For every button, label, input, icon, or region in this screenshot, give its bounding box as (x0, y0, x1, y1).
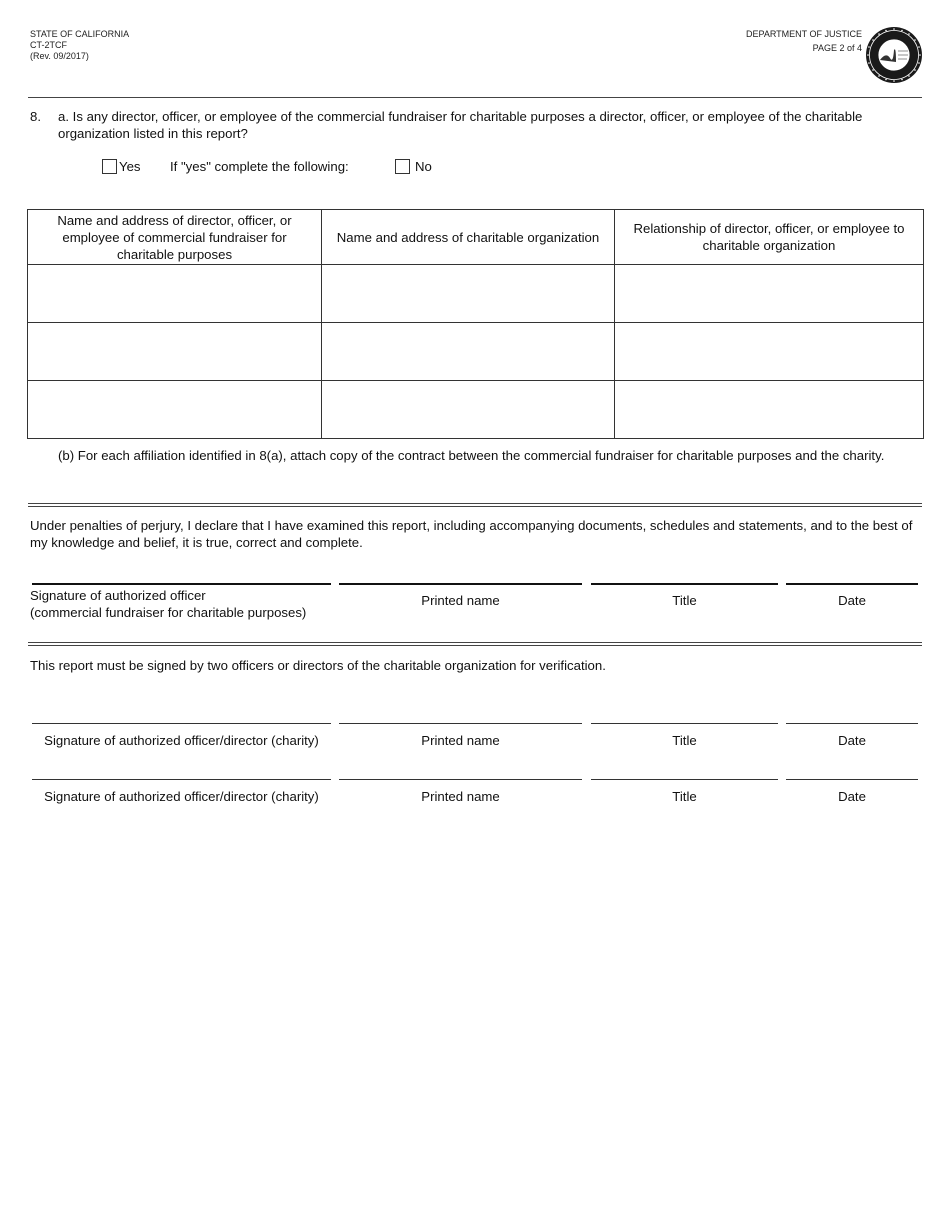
form-revision: (Rev. 09/2017) (30, 51, 89, 61)
form-id: CT-2TCF (30, 40, 67, 50)
charity-title-label-1: Title (672, 733, 697, 748)
charity-title-label-2: Title (672, 789, 697, 804)
charity-date-line-2[interactable] (786, 779, 918, 780)
table-cell[interactable] (322, 381, 615, 439)
table-cell[interactable] (615, 265, 924, 323)
yes-label: Yes (119, 159, 141, 174)
fundraiser-signature-label: Signature of authorized officer (30, 588, 206, 603)
table-cell[interactable] (615, 381, 924, 439)
department-name: DEPARTMENT OF JUSTICE (745, 29, 862, 39)
perjury-declaration: Under penalties of perjury, I declare that I have examined this report, including accompanying documents, schedules and statements, and to the best of my knowledge and belief, it is true, correct and complete. (30, 518, 913, 550)
charity-printed-name-label-2: Printed name (421, 789, 500, 804)
charity-printed-name-label-1: Printed name (421, 733, 500, 748)
table-cell[interactable] (28, 265, 322, 323)
table-cell[interactable] (28, 323, 322, 381)
table-cell[interactable] (322, 265, 615, 323)
table-header-row (28, 210, 924, 265)
part-b-instruction: (b) For each affiliation identified in 8(a), attach copy of the contract between the commercial fundraiser for charitable purposes and the charity. (58, 448, 885, 463)
charity-signature-label-1: Signature of authorized officer/director (charity) (44, 733, 319, 748)
charity-signature-line-2[interactable] (32, 779, 331, 780)
form-header-left (30, 29, 129, 62)
fundraiser-title-label: Title (672, 593, 697, 608)
fundraiser-signature-sublabel: (commercial fundraiser for charitable purposes) (30, 605, 307, 620)
charity-title-line-2[interactable] (591, 779, 778, 780)
column-header-relationship: Relationship of director, officer, or employee to charitable organization (615, 210, 924, 265)
table-cell[interactable] (322, 323, 615, 381)
question-number: 8. (30, 109, 41, 124)
fundraiser-date-label: Date (838, 593, 866, 608)
charity-title-line-1[interactable] (591, 723, 778, 724)
page-number: PAGE 2 of 4 (812, 43, 862, 53)
charity-printed-name-line-2[interactable] (339, 779, 582, 780)
no-checkbox[interactable] (395, 159, 410, 174)
charity-date-label-1: Date (838, 733, 866, 748)
if-yes-instruction: If "yes" complete the following: (170, 159, 349, 174)
table-cell[interactable] (615, 323, 924, 381)
fundraiser-signature-line[interactable] (32, 583, 331, 585)
fundraiser-signature-caption (30, 587, 340, 621)
column-header-fundraiser-person: Name and address of director, officer, or employee of commercial fundraiser for charitable purposes (28, 210, 322, 265)
state-name: STATE OF CALIFORNIA (30, 29, 130, 39)
charity-verification-note: This report must be signed by two officers or directors of the charitable organization for verification. (30, 658, 606, 673)
table-cell[interactable] (28, 381, 322, 439)
table-row (28, 265, 924, 323)
charity-signature-line-1[interactable] (32, 723, 331, 724)
fundraiser-title-line[interactable] (591, 583, 778, 585)
affiliation-table (27, 209, 924, 439)
table-row (28, 323, 924, 381)
charity-date-line-1[interactable] (786, 723, 918, 724)
section-divider-double (28, 642, 922, 646)
fundraiser-printed-name-label: Printed name (421, 593, 500, 608)
table-row (28, 381, 924, 439)
charity-signature-label-2: Signature of authorized officer/director (charity) (44, 789, 319, 804)
charity-date-label-2: Date (838, 789, 866, 804)
section-divider-double (28, 503, 922, 507)
form-header-right (746, 29, 862, 54)
question-8a-text: a. Is any director, officer, or employee of the commercial fundraiser for charitable purposes a director, officer, or employee of the charitable organization listed in this report? (58, 109, 863, 141)
yes-checkbox[interactable] (102, 159, 117, 174)
no-label: No (415, 159, 432, 174)
column-header-charitable-org: Name and address of charitable organization (322, 210, 615, 265)
charity-printed-name-line-1[interactable] (339, 723, 582, 724)
fundraiser-printed-name-line[interactable] (339, 583, 582, 585)
doj-seal-icon (865, 26, 923, 84)
fundraiser-date-line[interactable] (786, 583, 918, 585)
header-divider (28, 97, 922, 98)
